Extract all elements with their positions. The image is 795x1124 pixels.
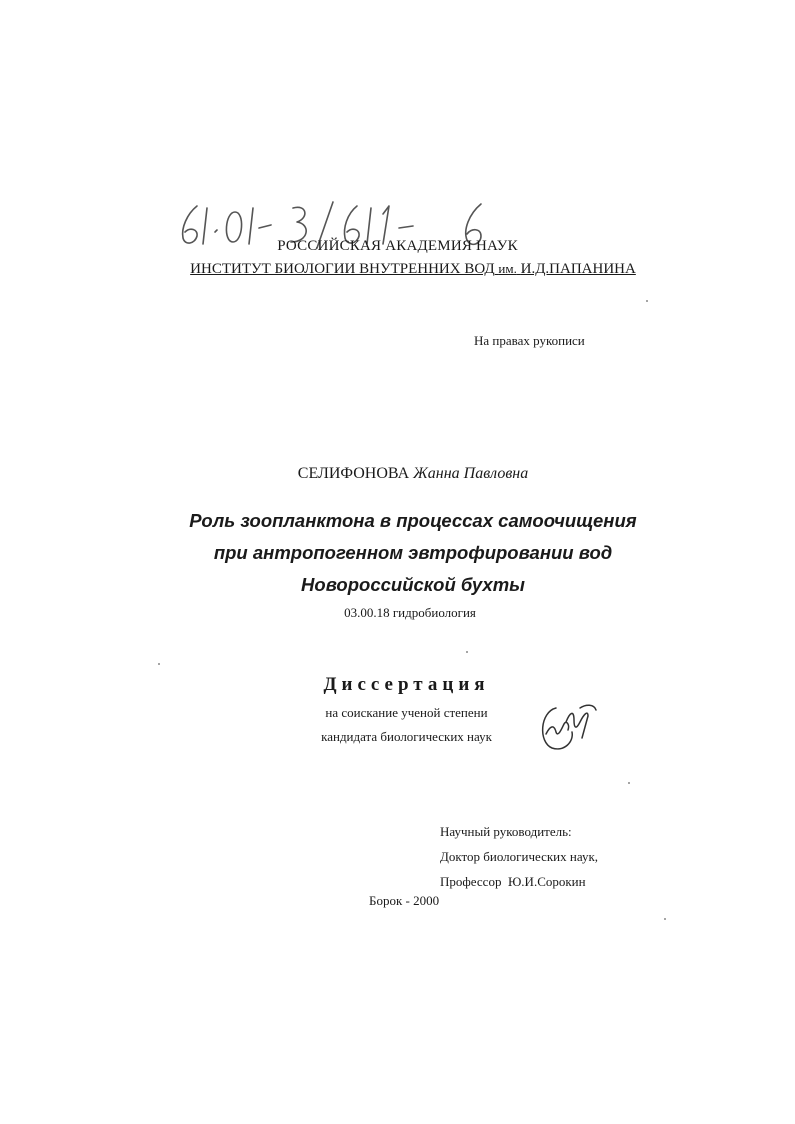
scan-speck xyxy=(628,782,630,784)
dissertation-title-line-2: при антропогенном эвтрофировании вод xyxy=(213,542,613,563)
institute-main: ИНСТИТУТ БИОЛОГИИ ВНУТРЕННИХ ВОД xyxy=(190,261,495,277)
degree-line-2: кандидата биологических наук xyxy=(321,729,492,744)
supervisor-label: Научный руководитель: xyxy=(440,824,572,839)
signature-icon xyxy=(536,698,600,754)
institute-abbr: им. xyxy=(498,261,517,276)
document-type: Диссертация xyxy=(323,674,490,695)
specialty-code: 03.00.18 гидробиология xyxy=(344,605,476,620)
institute-name xyxy=(0,261,795,278)
degree-line-1: на соискание ученой степени xyxy=(325,705,488,720)
author-given-names: Жанна Павловна xyxy=(413,465,529,482)
rights-note: На правах рукописи xyxy=(474,333,585,348)
scan-speck xyxy=(466,651,468,653)
dissertation-title-line-3: Новороссийской бухты xyxy=(301,574,525,595)
scan-speck xyxy=(158,663,160,665)
institute-person: И.Д.ПАПАНИНА xyxy=(520,261,636,277)
academy-name: РОССИЙСКАЯ АКАДЕМИЯ НАУК xyxy=(277,238,518,254)
scan-speck xyxy=(664,918,666,920)
dissertation-title-line-1: Роль зоопланктона в процессах самоочищения xyxy=(189,510,637,531)
supervisor-degree: Доктор биологических наук, xyxy=(440,849,599,864)
author-name xyxy=(0,465,795,483)
place-and-year: Борок - 2000 xyxy=(369,893,440,908)
author-surname: СЕЛИФОНОВА xyxy=(297,465,410,482)
supervisor-name: Профессор Ю.И.Сорокин xyxy=(440,874,586,889)
scan-speck xyxy=(646,300,648,302)
